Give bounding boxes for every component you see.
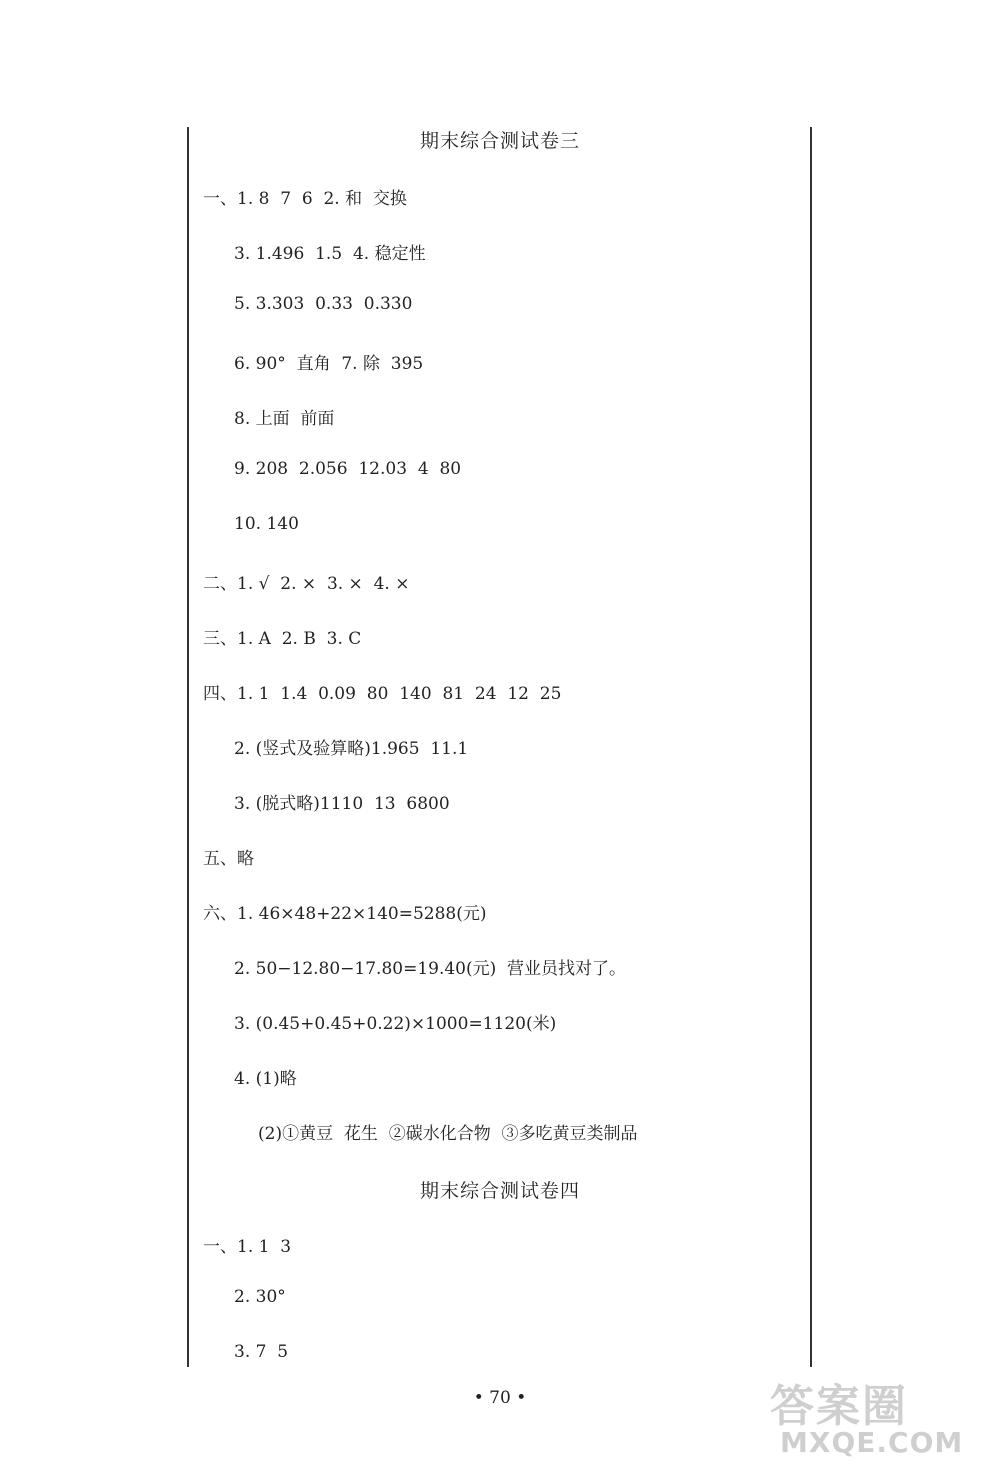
watermark-text: 答案圈	[770, 1381, 908, 1432]
left-margin-rule	[187, 127, 189, 1367]
answer-line: 一、1. 8 7 6 2. 和 交换	[203, 189, 407, 209]
answer-line: 8. 上面 前面	[234, 409, 335, 429]
answer-line: 3. 1.496 1.5 4. 稳定性	[234, 244, 426, 264]
section-4-title: 期末综合测试卷四	[419, 1180, 580, 1202]
answer-line: 2. 30°	[234, 1287, 286, 1307]
answer-line: (2)①黄豆 花生 ②碳水化合物 ③多吃黄豆类制品	[258, 1124, 638, 1144]
answer-line: 2. 50−12.80−17.80=19.40(元) 营业员找对了。	[234, 959, 627, 979]
right-margin-rule	[810, 127, 812, 1367]
answer-line: 2. (竖式及验算略)1.965 11.1	[234, 739, 469, 759]
answer-line: 3. (0.45+0.45+0.22)×1000=1120(米)	[234, 1014, 557, 1034]
answer-line: 五、略	[203, 849, 254, 869]
answer-line: 三、1. A 2. B 3. C	[203, 629, 362, 649]
answer-line: 4. (1)略	[234, 1069, 297, 1089]
answer-line: 5. 3.303 0.33 0.330	[234, 294, 413, 314]
section-3-title: 期末综合测试卷三	[419, 130, 580, 152]
answer-line: 3. 7 5	[234, 1342, 289, 1362]
answer-line: 6. 90° 直角 7. 除 395	[234, 354, 424, 374]
watermark-url: MXQE.COM	[780, 1426, 964, 1459]
answer-line: 3. (脱式略)1110 13 6800	[234, 794, 450, 814]
answer-line: 9. 208 2.056 12.03 4 80	[234, 459, 462, 479]
answer-line: 二、1. √ 2. × 3. × 4. ×	[203, 574, 410, 594]
answer-line: 10. 140	[234, 514, 299, 534]
watermark-logo	[760, 1370, 990, 1465]
page-number: • 70 •	[473, 1388, 527, 1408]
answer-line: 一、1. 1 3	[203, 1237, 292, 1257]
answer-line: 六、1. 46×48+22×140=5288(元)	[203, 904, 487, 924]
answer-line: 四、1. 1 1.4 0.09 80 140 81 24 12 25	[203, 684, 562, 704]
